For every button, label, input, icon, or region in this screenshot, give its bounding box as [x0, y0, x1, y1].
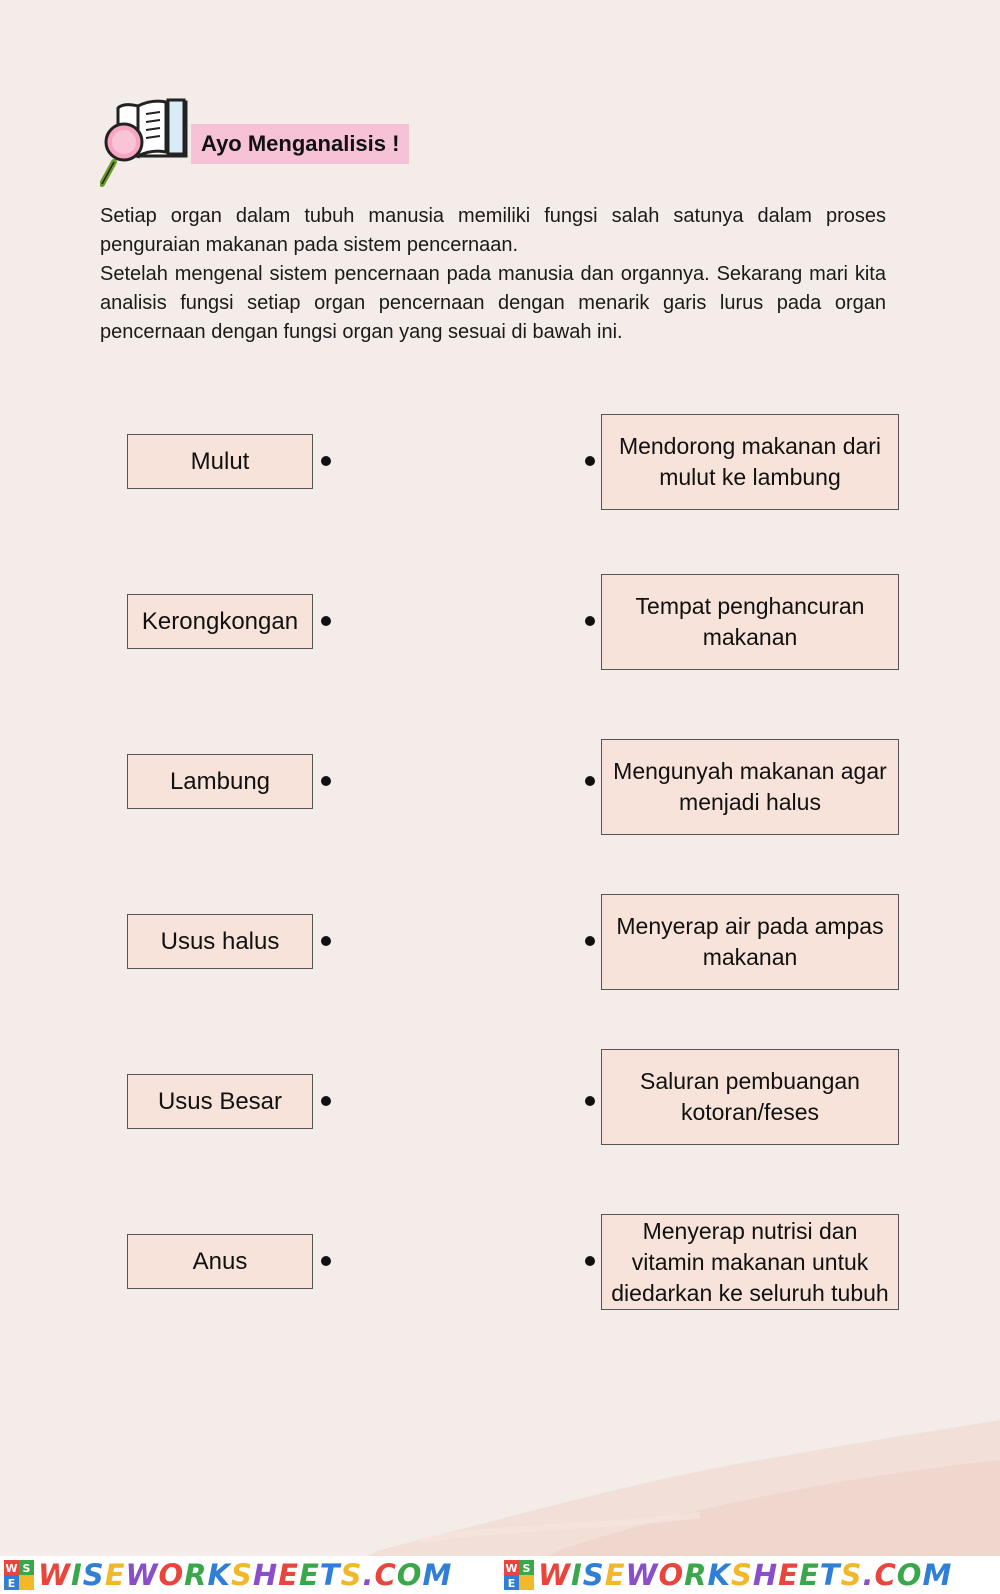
book-magnifier-icon [100, 96, 200, 192]
brush-stroke-decoration [0, 1400, 1000, 1560]
watermark-footer [0, 1556, 1000, 1594]
instructions-paragraph-1: Setiap organ dalam tubuh manusia memiliki fungsi salah satunya dalam proses penguraian makanan pada sistem pencernaan. [100, 205, 886, 256]
svg-text:S: S [22, 1562, 31, 1575]
page-title: Ayo Menganalisis ! [191, 124, 409, 164]
organ-box-mulut[interactable]: Mulut [127, 434, 313, 489]
right-match-dot[interactable] [585, 936, 595, 946]
watermark-text: WISEWORKSHEETS.COM [38, 1558, 453, 1592]
svg-text:S: S [522, 1562, 531, 1575]
organ-box-usus-halus[interactable]: Usus halus [127, 914, 313, 969]
watermark-group [500, 1558, 1000, 1592]
function-box[interactable]: Saluran pembuangan kotoran/feses [601, 1049, 899, 1145]
function-box[interactable]: Tempat penghancuran makanan [601, 574, 899, 670]
svg-text:E: E [507, 1577, 516, 1590]
right-match-dot[interactable] [585, 776, 595, 786]
left-match-dot[interactable] [321, 616, 331, 626]
organ-box-anus[interactable]: Anus [127, 1234, 313, 1289]
organ-box-usus-besar[interactable]: Usus Besar [127, 1074, 313, 1129]
left-match-dot[interactable] [321, 936, 331, 946]
function-box[interactable]: Menyerap air pada ampas makanan [601, 894, 899, 990]
instructions-paragraph-2: Setelah mengenal sistem pencernaan pada manusia dan organnya. Sekarang mari kita analisis fungsi setiap organ pencernaan dengan menarik garis lurus pada organ pencernaan dengan fungsi organ yang sesuai di bawah ini. [100, 263, 886, 343]
right-match-dot[interactable] [585, 616, 595, 626]
function-box[interactable]: Menyerap nutrisi dan vitamin makanan untuk diedarkan ke seluruh tubuh [601, 1214, 899, 1310]
right-match-dot[interactable] [585, 1256, 595, 1266]
organ-box-lambung[interactable]: Lambung [127, 754, 313, 809]
svg-text:W: W [505, 1562, 518, 1575]
wiseworksheets-logo-icon [4, 1560, 34, 1590]
watermark-group [0, 1558, 500, 1592]
left-match-dot[interactable] [321, 776, 331, 786]
function-box[interactable]: Mendorong makanan dari mulut ke lambung [601, 414, 899, 510]
function-box[interactable]: Mengunyah makanan agar menjadi halus [601, 739, 899, 835]
left-match-dot[interactable] [321, 1096, 331, 1106]
organ-box-kerongkongan[interactable]: Kerongkongan [127, 594, 313, 649]
left-match-dot[interactable] [321, 1256, 331, 1266]
instructions [100, 202, 886, 347]
right-match-dot[interactable] [585, 456, 595, 466]
svg-text:E: E [7, 1577, 16, 1590]
wiseworksheets-logo-icon [504, 1560, 534, 1590]
svg-text:W: W [5, 1562, 18, 1575]
watermark-text: WISEWORKSHEETS.COM [538, 1558, 953, 1592]
left-match-dot[interactable] [321, 456, 331, 466]
right-match-dot[interactable] [585, 1096, 595, 1106]
